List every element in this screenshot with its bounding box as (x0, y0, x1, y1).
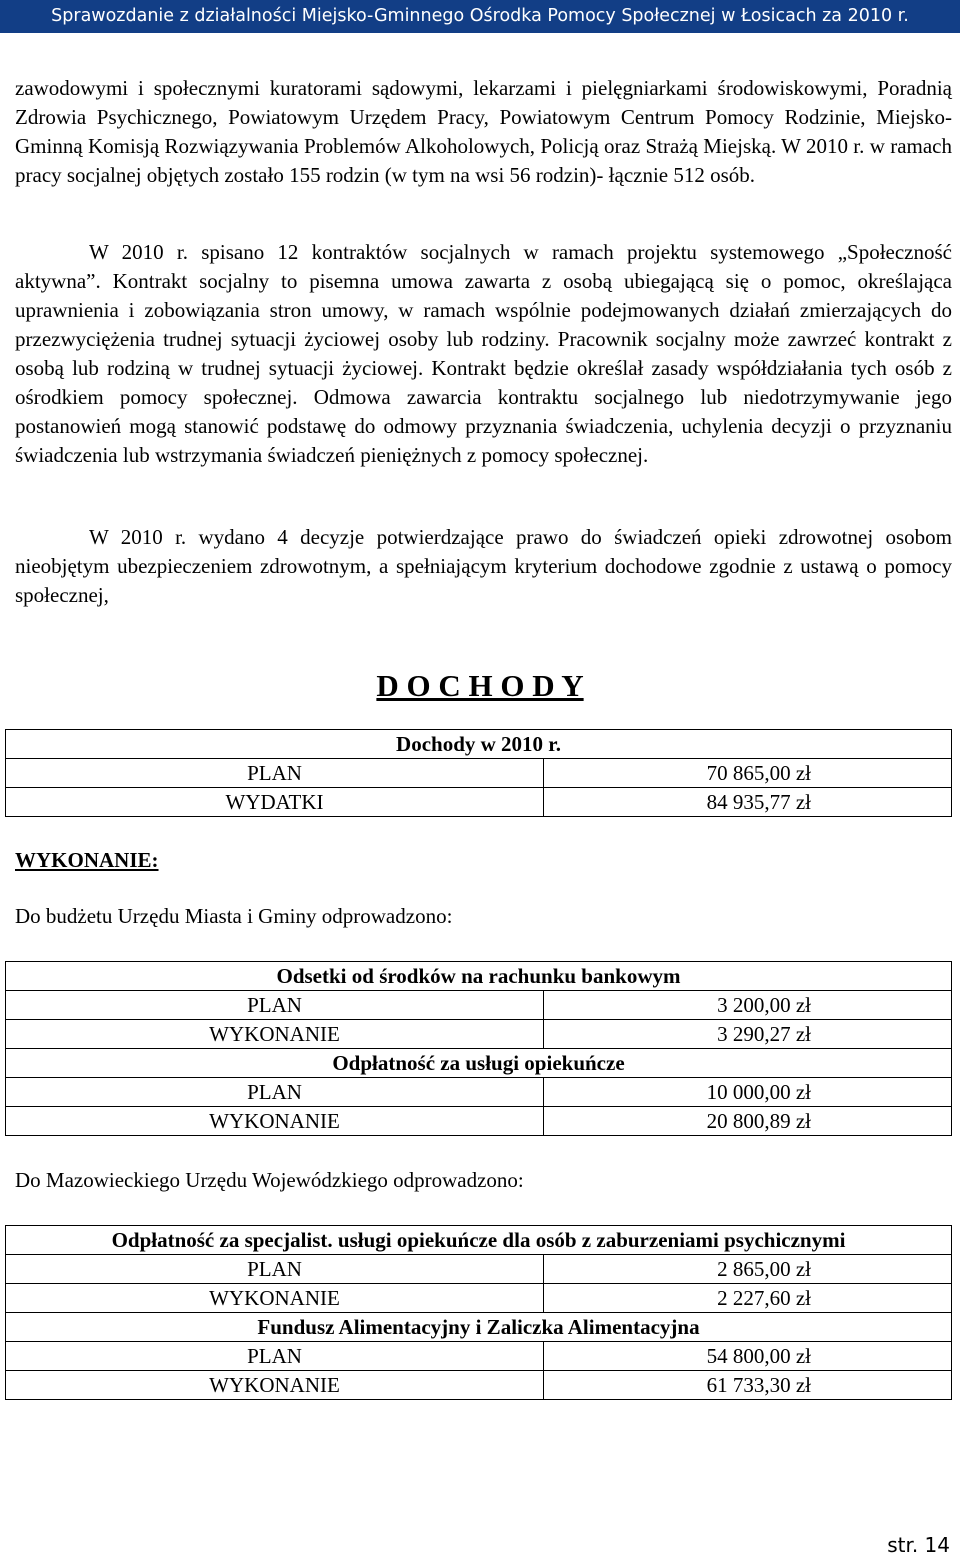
row-value: 61 733,30 zł (544, 1371, 952, 1400)
section-header: Fundusz Alimentacyjny i Zaliczka Alimentacyjna (6, 1313, 952, 1342)
row-value: 2 865,00 zł (544, 1255, 952, 1284)
table-row (6, 759, 952, 788)
table-row (6, 991, 952, 1020)
row-value: 3 290,27 zł (544, 1020, 952, 1049)
row-label: PLAN (6, 1255, 544, 1284)
row-label: WYDATKI (6, 788, 544, 817)
section-header: Odsetki od środków na rachunku bankowym (6, 962, 952, 991)
section-title-income: D O C H O D Y (376, 668, 584, 703)
row-label: WYKONANIE (6, 1107, 544, 1136)
row-label: WYKONANIE (6, 1020, 544, 1049)
table-row (6, 730, 952, 759)
row-label: PLAN (6, 759, 544, 788)
income-table (5, 729, 952, 817)
row-label: PLAN (6, 1342, 544, 1371)
table-row (6, 1255, 952, 1284)
header-title: Sprawozdanie z działalności Miejsko-Gminnego Ośrodka Pomocy Społecznej w Łosicach za 2010 r. (51, 6, 909, 26)
table-row (6, 1284, 952, 1313)
row-value: 3 200,00 zł (544, 991, 952, 1020)
row-value: 54 800,00 zł (544, 1342, 952, 1371)
execution-label: WYKONANIE: (15, 848, 159, 872)
table-row (6, 1020, 952, 1049)
paragraph-social-contracts: W 2010 r. spisano 12 kontraktów socjalnych w ramach projektu systemowego „Społeczność aktywna”. Kontrakt socjalny to pisemna umowa zawarta z osobą ubiegającą się o pomoc, określająca uprawnienia i zobowiązania stron umowy, w ramach wspólnie podejmowanych działań zmierzających do przezwyciężenia trudnej sytuacji życiowej osoby lub rodziny. Pracownik socjalny może zawrzeć kontrakt z osobą lub rodziną w trudnej sytuacji życiowej. Kontrakt będzie określał zasady współdziałania tych osób z ośrodkiem pomocy społecznej. Odmowa zawarcia kontraktu socjalnego lub niedotrzymywanie jego postanowień mogą stanowić podstawę do odmowy przyznania świadczenia, uchylenia decyzji o przyznaniu świadczenia lub wstrzymania świadczeń pieniężnych z pomocy społecznej. (15, 240, 952, 467)
row-value: 20 800,89 zł (544, 1107, 952, 1136)
table-row (6, 1342, 952, 1371)
budget-transfer-label: Do budżetu Urzędu Miasta i Gminy odprowadzono: (15, 904, 453, 928)
table-row (6, 1078, 952, 1107)
page-number: str. 14 (887, 1533, 950, 1557)
voivodeship-table (5, 1225, 952, 1400)
page-header (0, 0, 960, 33)
table-row (6, 1371, 952, 1400)
income-table-title: Dochody w 2010 r. (6, 730, 952, 759)
row-label: WYKONANIE (6, 1284, 544, 1313)
budget-table (5, 961, 952, 1136)
table-row (6, 1049, 952, 1078)
table-row (6, 1226, 952, 1255)
row-value: 84 935,77 zł (544, 788, 952, 817)
row-value: 70 865,00 zł (544, 759, 952, 788)
table-row (6, 788, 952, 817)
voivodeship-transfer-label: Do Mazowieckiego Urzędu Wojewódzkiego odprowadzono: (15, 1168, 524, 1192)
row-value: 2 227,60 zł (544, 1284, 952, 1313)
row-value: 10 000,00 zł (544, 1078, 952, 1107)
paragraph-cooperation: zawodowymi i społecznymi kuratorami sądowymi, lekarzami i pielęgniarkami środowiskowymi, Poradnią Zdrowia Psychicznego, Powiatowym Urzędem Pracy, Powiatowym Centrum Pomocy Rodzinie, Miejsko- Gminną Komisją Rozwiązywania Problemów Alkoholowych, Policją oraz Strażą Miejską. W 2010 r. w ramach pracy socjalnej objętych zostało 155 rodzin (w tym na wsi 56 rodzin)- łącznie 512 osób. (15, 76, 952, 187)
section-header: Odpłatność za usługi opiekuńcze (6, 1049, 952, 1078)
section-header: Odpłatność za specjalist. usługi opiekuńcze dla osób z zaburzeniami psychicznymi (6, 1226, 952, 1255)
table-row (6, 1313, 952, 1342)
table-row (6, 962, 952, 991)
row-label: PLAN (6, 991, 544, 1020)
paragraph-health-decisions: W 2010 r. wydano 4 decyzje potwierdzające prawo do świadczeń opieki zdrowotnej osobom nieobjętym ubezpieczeniem zdrowotnym, a spełniającym kryterium dochodowe zgodnie z ustawą o pomocy społecznej, (15, 525, 952, 607)
row-label: PLAN (6, 1078, 544, 1107)
row-label: WYKONANIE (6, 1371, 544, 1400)
table-row (6, 1107, 952, 1136)
